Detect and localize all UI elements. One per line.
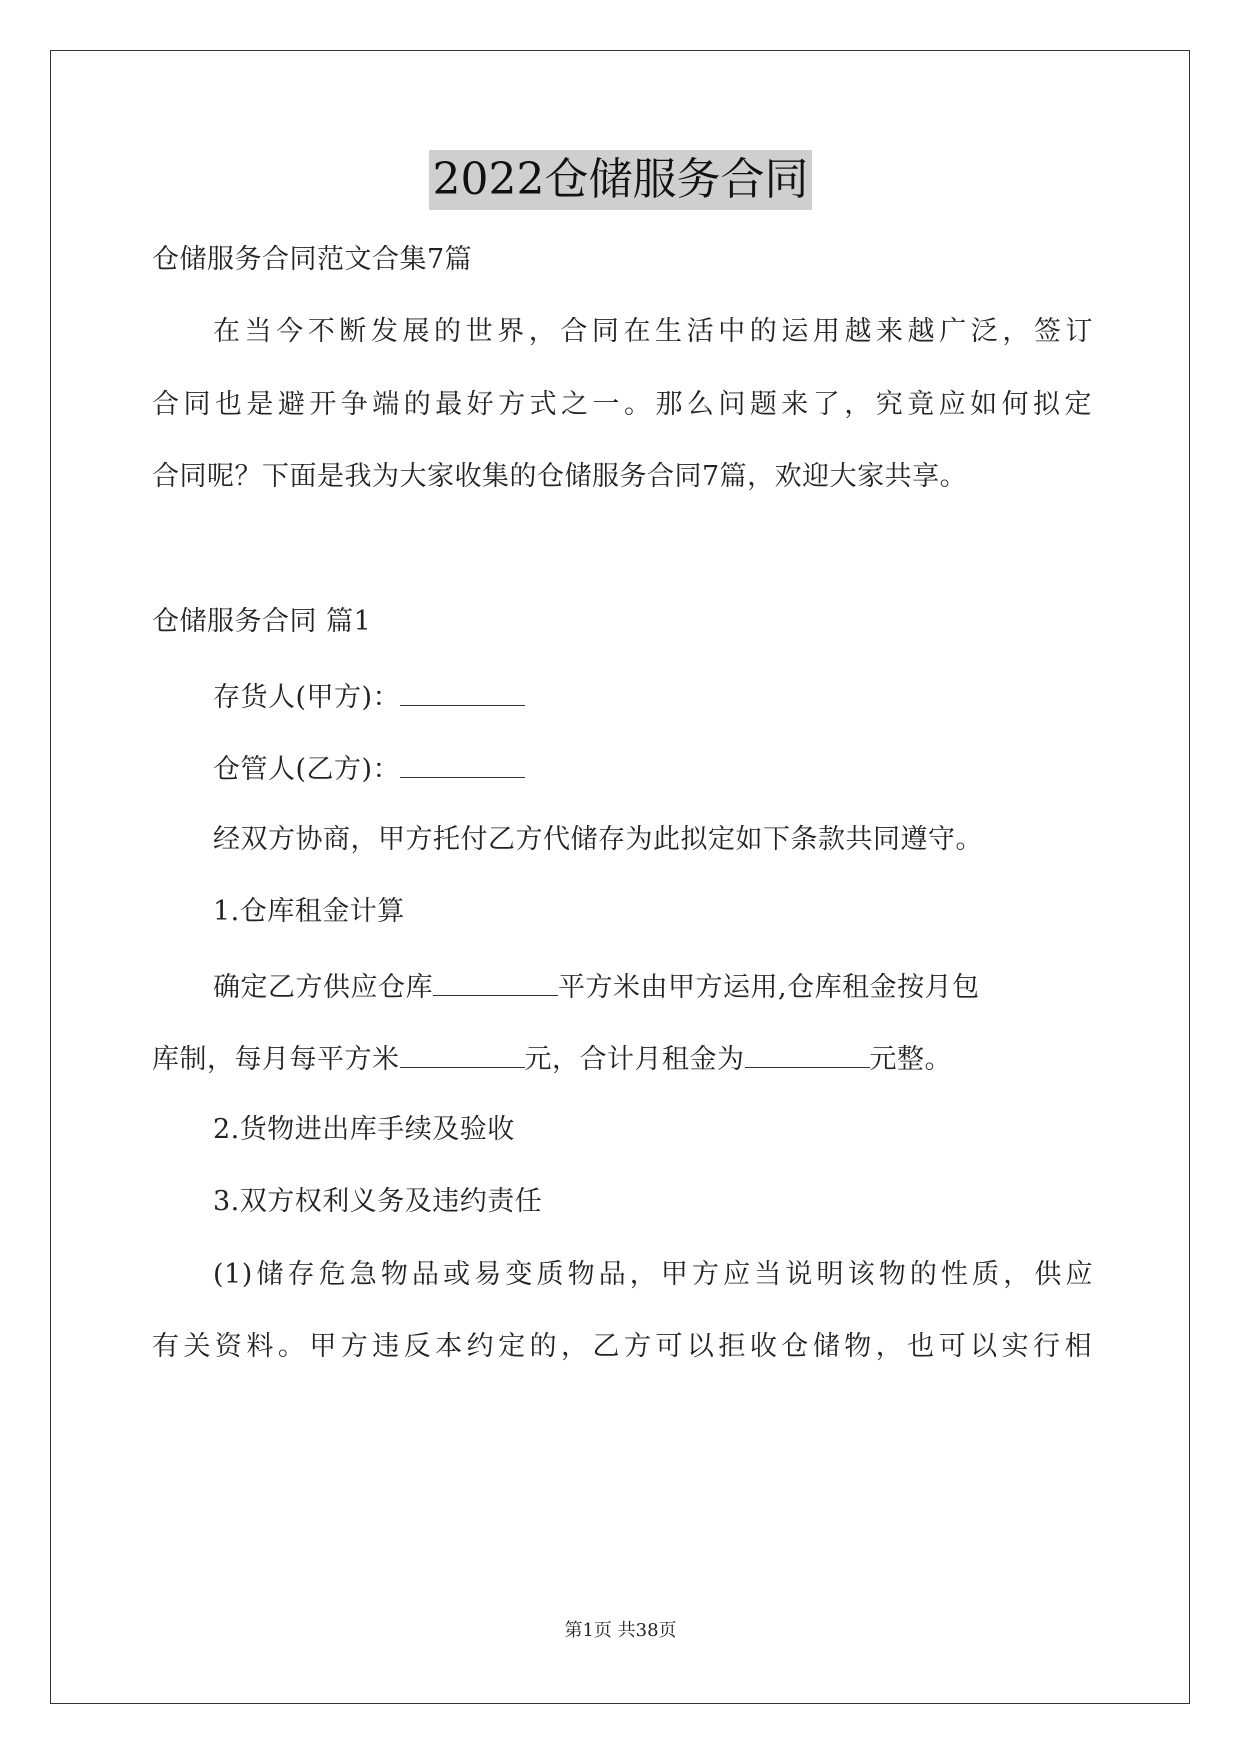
rent-line-2-a: 库制，每月每平方米	[152, 1044, 400, 1075]
intro-line-2: 合同也是避开争端的最好方式之一。那么问题来了，究竟应如何拟定	[152, 389, 1092, 420]
document-title: 2022仓储服务合同	[429, 150, 813, 210]
rent-line-1-a: 确定乙方供应仓库	[213, 972, 433, 1003]
intro-line-1: 在当今不断发展的世界，合同在生活中的运用越来越广泛，签订	[213, 316, 1093, 347]
page-footer: 第1页 共38页	[564, 1620, 677, 1641]
clause-1-heading: 1.仓库租金计算	[213, 896, 405, 927]
intro-line-3: 合同呢？下面是我为大家收集的仓储服务合同7篇，欢迎大家共享。	[152, 461, 968, 492]
item-1-line-2: 有关资料。甲方违反本约定的，乙方可以拒收仓储物，也可以实行相	[152, 1331, 1092, 1362]
agreement-text: 经双方协商，甲方托付乙方代储存为此拟定如下条款共同遵守。	[213, 824, 983, 855]
rent-line-2-b: 元，合计月租金为	[524, 1044, 745, 1075]
clause-3-heading: 3.双方权利义务及违约责任	[213, 1186, 543, 1217]
unit-price-blank	[400, 1037, 525, 1068]
document-subtitle: 仓储服务合同范文合集7篇	[152, 244, 473, 275]
party-b-line	[213, 747, 1093, 790]
monthly-rent-blank	[745, 1037, 870, 1068]
section-heading: 仓储服务合同 篇1	[152, 606, 372, 637]
rent-line-1-b: 平方米由甲方运用,仓库租金按月包	[558, 972, 980, 1003]
party-b-label: 仓管人(乙方)：	[213, 754, 401, 785]
item-1-line-1: (1)储存危急物品或易变质物品，甲方应当说明该物的性质，供应	[213, 1259, 1093, 1290]
party-a-blank	[400, 675, 525, 706]
rent-line-1	[213, 965, 1093, 1008]
party-b-blank	[400, 747, 525, 778]
clause-2-heading: 2.货物进出库手续及验收	[213, 1114, 515, 1145]
party-a-label: 存货人(甲方)：	[213, 682, 401, 713]
area-blank	[433, 965, 558, 996]
rent-line-2	[152, 1037, 1092, 1080]
rent-line-2-c: 元整。	[869, 1044, 952, 1075]
document-title-wrap	[0, 150, 1241, 210]
party-a-line	[213, 675, 1093, 718]
page-border	[50, 50, 1190, 1704]
